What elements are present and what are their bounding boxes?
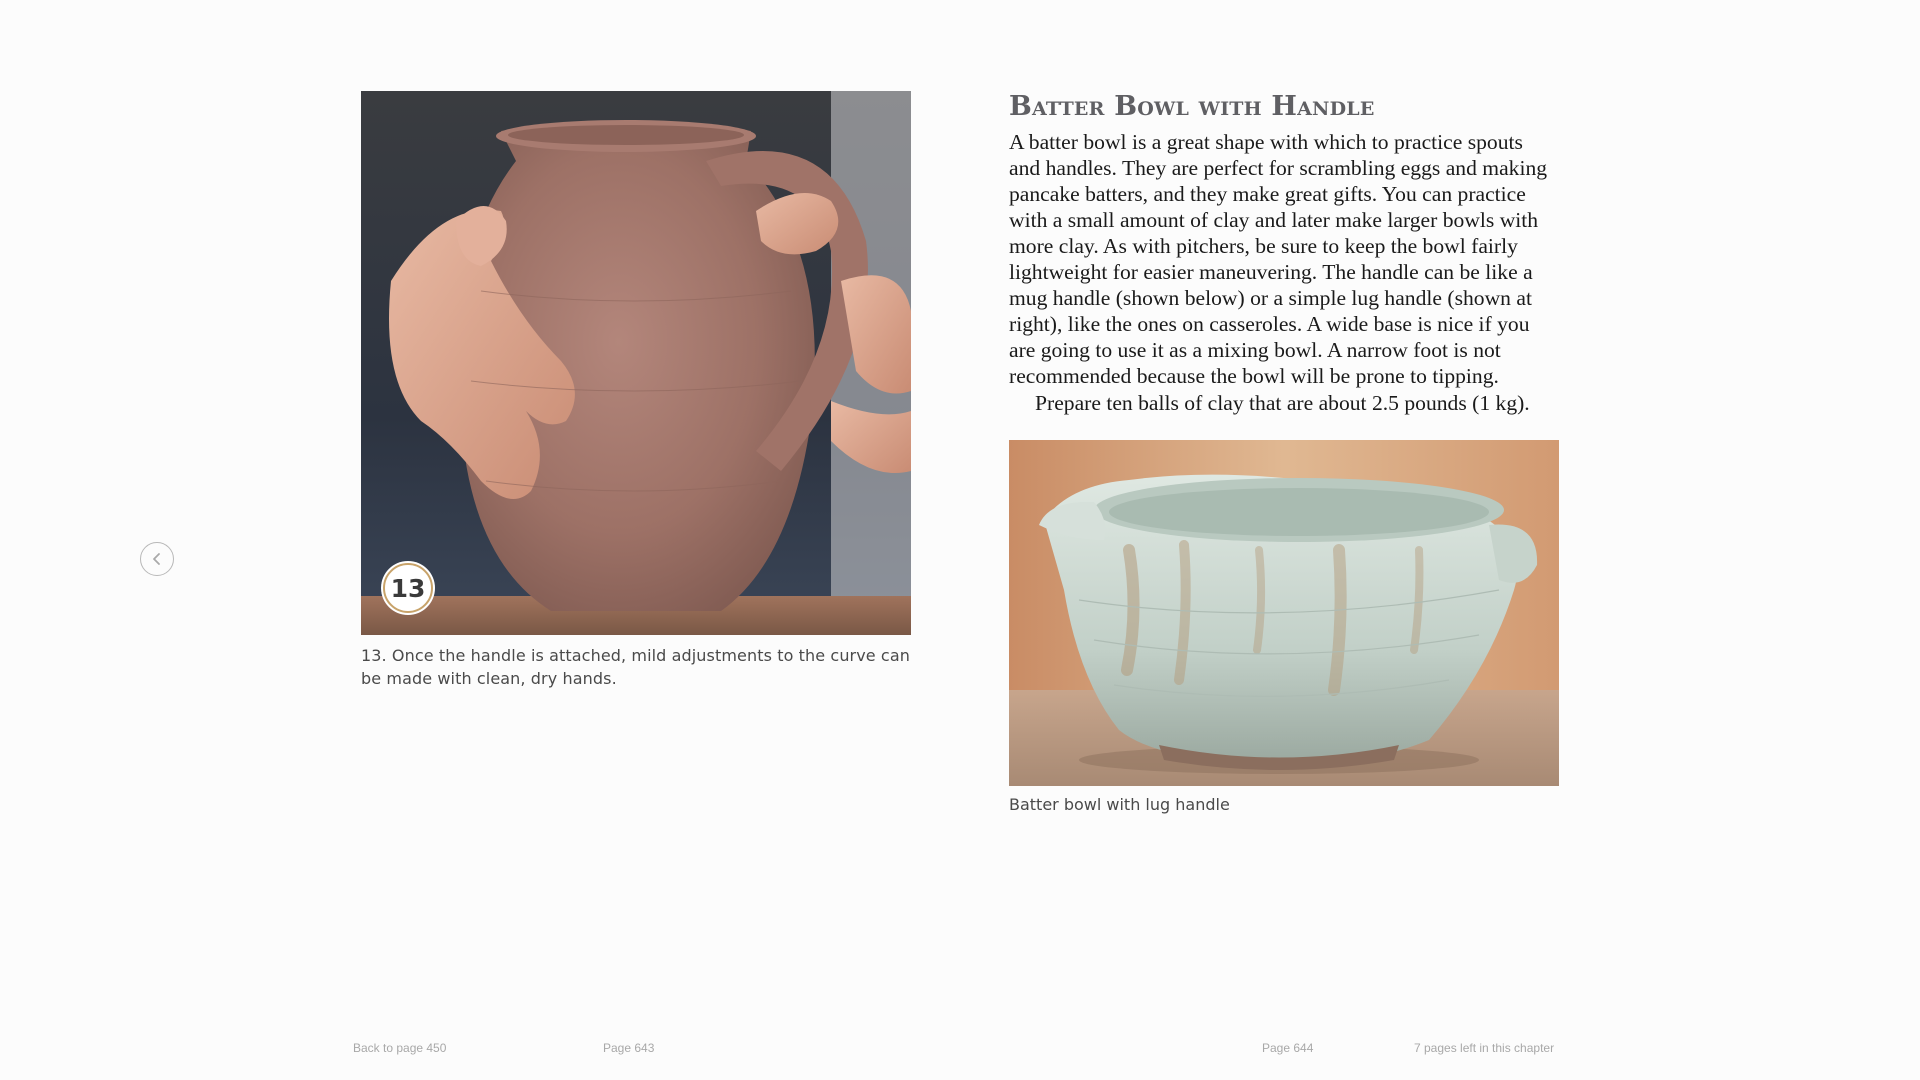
- body-paragraph-instruction: Prepare ten balls of clay that are about 2.5 pounds (1 kg).: [1035, 391, 1530, 415]
- back-to-page-link[interactable]: Back to page 450: [353, 1041, 447, 1055]
- right-page: [1009, 91, 1559, 816]
- figure-number-badge: [381, 561, 435, 615]
- batter-bowl-photo: [1009, 440, 1559, 786]
- previous-page-button[interactable]: [140, 542, 174, 576]
- figure-number: 13: [390, 574, 426, 603]
- pages-left-indicator: 7 pages left in this chapter: [1414, 1041, 1555, 1055]
- section-heading: Batter Bowl with Handle: [1009, 91, 1375, 122]
- chevron-left-icon: [150, 552, 164, 566]
- pitcher-caption: 13. Once the handle is attached, mild adjustments to the curve can be made with clean, dry hands.: [361, 646, 910, 688]
- bowl-caption: Batter bowl with lug handle: [1009, 795, 1230, 814]
- right-page-number: Page 644: [1262, 1041, 1314, 1055]
- body-paragraph: A batter bowl is a great shape with which to practice spouts and handles. They are perfect for scrambling eggs and making pancake batters, and they make great gifts. You can practice with a small amount of clay and later make larger bowls with more clay. As with pitchers, be sure to keep the bowl fairly lightweight for easier maneuvering. The handle can be like a mug handle (shown below) or a simple lug handle (shown at right), like the ones on casseroles. A wide base is nice if you are going to use it as a mixing bowl. A narrow foot is not recommended because the bowl will be prone to tipping.: [1009, 130, 1548, 388]
- left-page-number: Page 643: [603, 1041, 655, 1055]
- pitcher-photo: [361, 91, 911, 635]
- left-page: [361, 91, 911, 690]
